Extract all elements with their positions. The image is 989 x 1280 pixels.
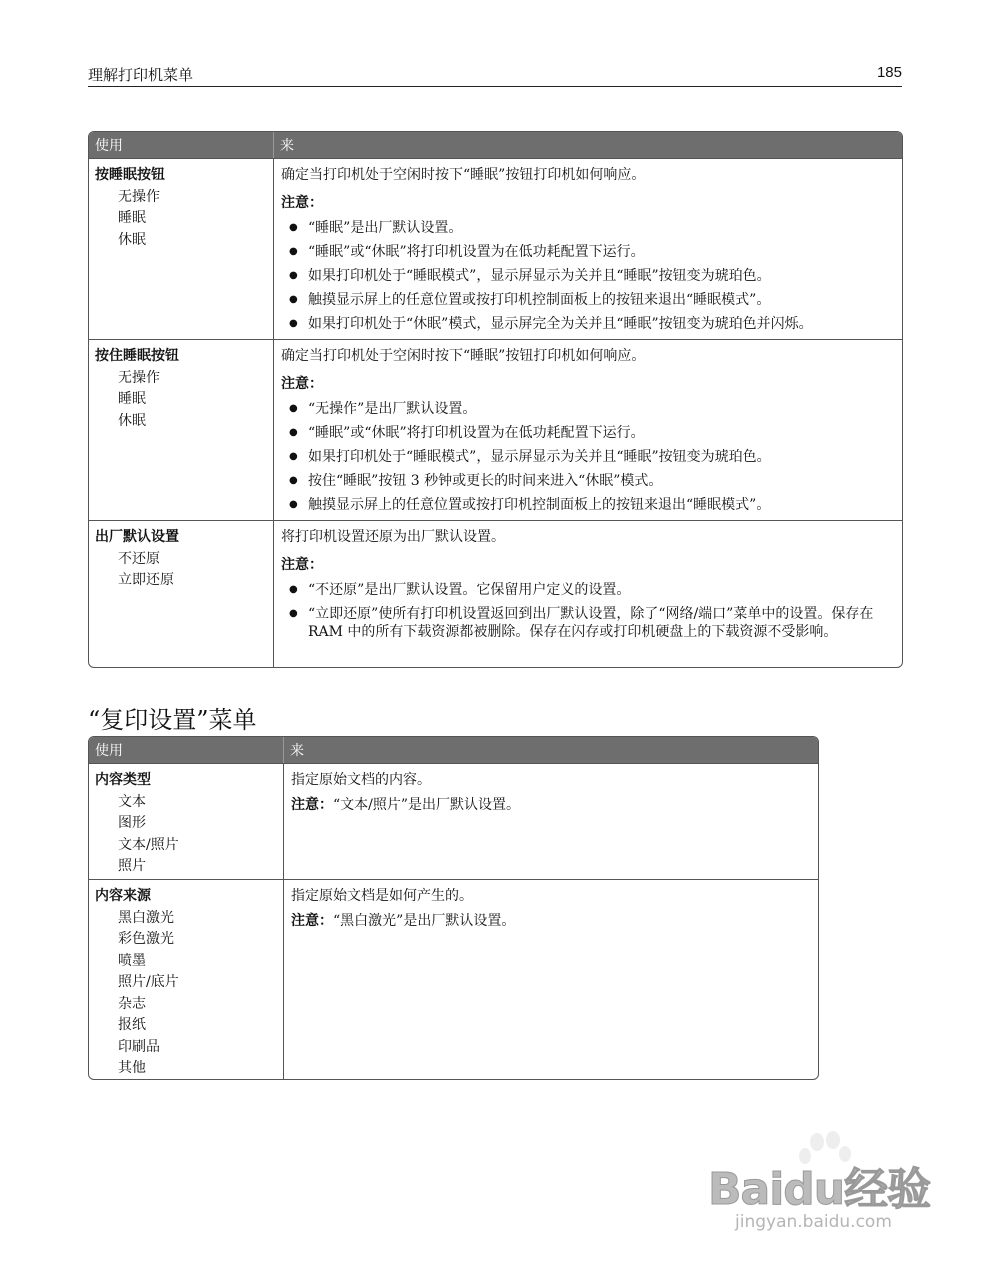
- table-header: [89, 737, 818, 763]
- note-item: ● 触摸显示屏上的任意位置或按打印机控制面板上的按钮来退出“睡眠模式”。: [281, 291, 894, 309]
- setting-description: 确定当打印机处于空闲时按下“睡眠”按钮打印机如何响应。: [281, 167, 646, 183]
- setting-option: 睡眠: [118, 210, 146, 226]
- note-list: [281, 581, 894, 641]
- setting-description: 指定原始文档的内容。: [291, 772, 431, 788]
- setting-name: 按住睡眠按钮: [95, 348, 179, 364]
- note-label: 注意：: [281, 376, 323, 392]
- table-row: [89, 763, 818, 879]
- setting-option: 黑白激光: [118, 909, 174, 926]
- note-line: [291, 795, 810, 816]
- note-item: ● 按住“睡眠”按钮 3 秒钟或更长的时间来进入“休眠”模式。: [281, 472, 894, 490]
- note-item: ● “不还原”是出厂默认设置。它保留用户定义的设置。: [281, 581, 894, 599]
- note-item: ● “无操作”是出厂默认设置。: [281, 400, 894, 418]
- setting-option: 睡眠: [118, 391, 146, 407]
- watermark-url: jingyan.baidu.com: [735, 1212, 892, 1232]
- header-title: 理解打印机菜单: [88, 66, 194, 84]
- note-label: 注意：: [291, 797, 333, 813]
- note-list: [281, 400, 894, 514]
- watermark-logo: Baidu经验: [708, 1164, 931, 1215]
- page-header: [88, 64, 902, 87]
- setting-option: 照片: [118, 858, 146, 874]
- page-number: 185: [876, 64, 902, 81]
- copy-settings-table: [88, 736, 819, 1080]
- note-item: ● “睡眠”或“休眠”将打印机设置为在低功耗配置下运行。: [281, 243, 894, 261]
- settings-table-sleep: [88, 131, 903, 668]
- note-text: “文本/照片”是出厂默认设置。: [333, 797, 521, 813]
- setting-option: 彩色激光: [118, 931, 174, 947]
- note-item: ● “睡眠”是出厂默认设置。: [281, 219, 894, 237]
- column-header-purpose: 来: [280, 137, 294, 153]
- note-item: ● 如果打印机处于“睡眠模式”，显示屏显示为关并且“睡眠”按钮变为琥珀色。: [281, 267, 894, 285]
- setting-option: 无操作: [118, 188, 160, 205]
- setting-option: 立即还原: [118, 572, 174, 588]
- setting-option: 印刷品: [118, 1038, 160, 1055]
- setting-name: 内容类型: [95, 772, 151, 788]
- note-label: 注意：: [281, 557, 323, 573]
- note-item: ● 触摸显示屏上的任意位置或按打印机控制面板上的按钮来退出“睡眠模式”。: [281, 496, 894, 514]
- setting-name: 内容来源: [95, 888, 151, 904]
- note-item: ● “睡眠”或“休眠”将打印机设置为在低功耗配置下运行。: [281, 424, 894, 442]
- setting-option: 其他: [118, 1060, 146, 1076]
- setting-option: 休眠: [118, 412, 146, 429]
- setting-option: 图形: [118, 815, 146, 831]
- note-line: [291, 911, 810, 932]
- setting-name: 出厂默认设置: [95, 529, 179, 545]
- note-item: ● “立即还原”使所有打印机设置返回到出厂默认设置，除了“网络/端口”菜单中的设置。保存在 RAM 中的所有下载资源都被删除。保存在闪存或打印机硬盘上的下载资源不受影响。: [281, 605, 894, 641]
- note-list: [281, 219, 894, 333]
- setting-option: 杂志: [118, 995, 146, 1012]
- setting-option: 报纸: [118, 1017, 146, 1033]
- column-header-purpose: 来: [290, 742, 304, 758]
- table-row: [89, 879, 818, 1079]
- note-item: ● 如果打印机处于“休眠”模式，显示屏完全为关并且“睡眠”按钮变为琥珀色并闪烁。: [281, 315, 894, 333]
- table-row: [89, 520, 902, 667]
- note-item: ● 如果打印机处于“睡眠模式”，显示屏显示为关并且“睡眠”按钮变为琥珀色。: [281, 448, 894, 466]
- table-row: [89, 158, 902, 339]
- table-header: [89, 132, 902, 158]
- setting-option: 无操作: [118, 369, 160, 386]
- column-header-use: 使用: [89, 132, 274, 158]
- table-row: [89, 339, 902, 520]
- setting-description: 确定当打印机处于空闲时按下“睡眠”按钮打印机如何响应。: [281, 348, 646, 364]
- note-label: 注意：: [291, 913, 333, 929]
- setting-name: 按睡眠按钮: [95, 167, 165, 183]
- setting-option: 照片/底片: [118, 974, 179, 990]
- setting-description: 将打印机设置还原为出厂默认设置。: [281, 529, 505, 545]
- setting-option: 文本: [118, 793, 146, 810]
- section-title: “复印设置”菜单: [88, 706, 257, 734]
- column-header-use: 使用: [89, 737, 284, 763]
- setting-option: 文本/照片: [118, 836, 179, 853]
- setting-description: 指定原始文档是如何产生的。: [291, 888, 473, 904]
- setting-option: 不还原: [118, 550, 160, 567]
- note-text: “黑白激光”是出厂默认设置。: [333, 913, 516, 929]
- setting-option: 喷墨: [118, 952, 146, 969]
- setting-option: 休眠: [118, 231, 146, 248]
- note-label: 注意：: [281, 195, 323, 211]
